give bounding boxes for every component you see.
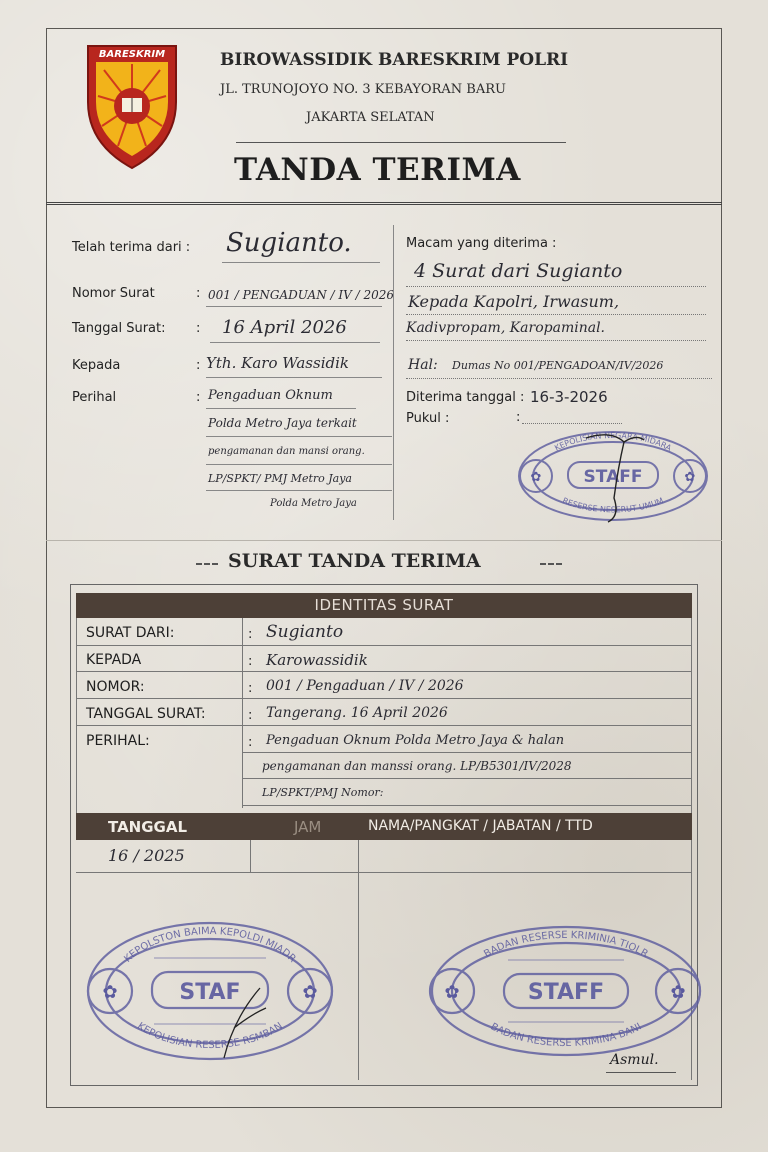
tanggal-label: Tanggal Surat: [72, 321, 166, 336]
col-line [250, 840, 251, 872]
hal-value: Dumas No 001/PENGADOAN/IV/2026 [452, 359, 664, 372]
header-divider [236, 142, 566, 143]
column-divider [393, 225, 394, 520]
staff-stamp-right [428, 922, 704, 1060]
row-line [242, 752, 692, 753]
stamp-ring-bottom: BADAN RESERSE KRIMINA BANI [488, 1021, 644, 1050]
row-label: NOMOR: [86, 679, 145, 695]
pukul-value: : [516, 410, 521, 425]
hal-dots [406, 378, 712, 379]
macam-line: Kadivpropam, Karopaminal. [406, 320, 606, 336]
row-line [76, 698, 692, 699]
row-label: TANGGAL SURAT: [86, 706, 206, 722]
perihal-line: Polda Metro Jaya terkait [208, 416, 357, 430]
perihal-underline [206, 408, 356, 409]
org-address: JL. TRUNOJOYO NO. 3 KEBAYORAN BARU [220, 82, 506, 97]
row-label: KEPADA [86, 652, 142, 668]
perihal-line: Polda Metro Jaya [270, 498, 357, 509]
perihal-line: Pengaduan Oknum [208, 388, 333, 403]
kepada-underline [206, 377, 382, 378]
surat-title: SURAT TANDA TERIMA [228, 550, 481, 572]
tanggal-value-cell: 16 / 2025 [108, 846, 185, 865]
logo-text: BARESKRIM [98, 49, 166, 60]
org-city: JAKARTA SELATAN [306, 110, 435, 125]
perihal-row-line: LP/SPKT/PMJ Nomor: [262, 786, 384, 799]
title-dash-left [196, 563, 218, 565]
perihal-underline [206, 436, 392, 437]
col-jam: JAM [294, 818, 322, 836]
row-line [76, 645, 692, 646]
stamp-ring-top: KEPOLSTON BAIMA KEPOLDI MIADR [122, 925, 298, 965]
section-divider [46, 540, 722, 541]
document-title: TANDA TERIMA [234, 152, 521, 188]
from-value: Sugianto. [226, 228, 352, 258]
svg-text:✿: ✿ [102, 982, 118, 1003]
macam-dots [406, 286, 706, 287]
signature-underline [606, 1072, 676, 1073]
stamp-ring-bottom: RESERSE NESERUT UMUM [561, 495, 665, 515]
svg-text:BADAN RESERSE KRIMINIA TIOLR [482, 930, 650, 960]
col-nama: NAMA/PANGKAT / JABATAN / TTD [368, 818, 593, 834]
staf-stamp-left [84, 918, 336, 1064]
macam-dots [406, 314, 706, 315]
pukul-dots [522, 423, 622, 424]
sign-band [76, 813, 692, 840]
staff-stamp-top [516, 428, 710, 524]
hal-label: Hal: [408, 357, 438, 373]
row-value: Karowassidik [266, 651, 368, 669]
diterima-value: 16-3-2026 [530, 388, 608, 406]
tanggal-underline [210, 342, 380, 343]
title-dash-right [540, 563, 562, 565]
col-tanggal: TANGGAL [108, 818, 188, 836]
signature: Asmul. [610, 1052, 659, 1068]
svg-text:KEPOLISIAN RESERSE RSMBAN [135, 1021, 285, 1051]
col-line [358, 840, 359, 1080]
col-line [242, 618, 243, 808]
perihal-line: pengamanan dan mansi orang. [208, 446, 365, 457]
perihal-label: Perihal [72, 390, 117, 405]
nomor-value: 001 / PENGADUAN / IV / 2026 [208, 288, 394, 302]
svg-text:✿: ✿ [444, 982, 460, 1003]
row-value: 001 / Pengaduan / IV / 2026 [266, 678, 464, 694]
stamp-ring-bottom: KEPOLISIAN RESERSE RSMBAN [135, 1020, 285, 1052]
row-line [76, 725, 692, 726]
col-line [76, 618, 77, 813]
row-value: Sugianto [266, 622, 344, 642]
col-line [691, 618, 692, 813]
stamp-center: STAFF [527, 980, 605, 1005]
perihal-row-label: PERIHAL: [86, 733, 150, 749]
header-rule [46, 202, 722, 205]
from-label: Telah terima dari : [72, 240, 191, 255]
macam-label: Macam yang diterima : [406, 236, 557, 251]
org-name: BIROWASSIDIK BARESKRIM POLRI [220, 50, 569, 70]
row-line [76, 671, 692, 672]
kepada-value: Yth. Karo Wassidik [206, 354, 349, 372]
bareskrim-logo [84, 40, 180, 170]
tanggal-value: 16 April 2026 [222, 317, 347, 338]
svg-text:✿: ✿ [530, 470, 542, 485]
perihal-underline [206, 490, 392, 491]
row-line [76, 872, 692, 873]
perihal-row-line: Pengaduan Oknum Polda Metro Jaya & halan [266, 733, 565, 748]
identitas-title: IDENTITAS SURAT [314, 596, 454, 614]
stamp-ring-top: KEPOLISIAN NEGARA MIDARA [553, 430, 673, 453]
svg-text:✿: ✿ [302, 982, 318, 1003]
macam-dots [406, 340, 706, 341]
stamp-center: STAF [179, 980, 241, 1005]
row-value: Tangerang. 16 April 2026 [266, 705, 448, 721]
svg-text:BADAN RESERSE KRIMINA BANI [489, 1021, 644, 1049]
pukul-label: Pukul : [406, 411, 450, 426]
nomor-underline [206, 306, 382, 307]
from-underline [222, 262, 380, 263]
row-line [242, 778, 692, 779]
perihal-underline [206, 464, 392, 465]
perihal-row-line: pengamanan dan manssi orang. LP/B5301/IV/2028 [262, 759, 572, 773]
identitas-band [76, 593, 692, 618]
macam-line: Kepada Kapolri, Irwasum, [408, 292, 620, 311]
kepada-label: Kepada [72, 358, 121, 373]
diterima-label: Diterima tanggal : [406, 390, 525, 405]
nomor-label: Nomor Surat [72, 286, 155, 301]
perihal-line: LP/SPKT/ PMJ Metro Jaya [208, 472, 352, 485]
macam-line: 4 Surat dari Sugianto [414, 260, 623, 282]
row-line [242, 805, 692, 806]
svg-text:✿: ✿ [670, 982, 686, 1003]
svg-text:RESERSE NESERUT UMUM [561, 496, 665, 514]
row-label: SURAT DARI: [86, 625, 175, 641]
svg-text:✿: ✿ [684, 470, 696, 485]
stamp-center: STAFF [583, 467, 643, 487]
stamp-ring-top: BADAN RESERSE KRIMINIA TIOLR [482, 929, 650, 961]
